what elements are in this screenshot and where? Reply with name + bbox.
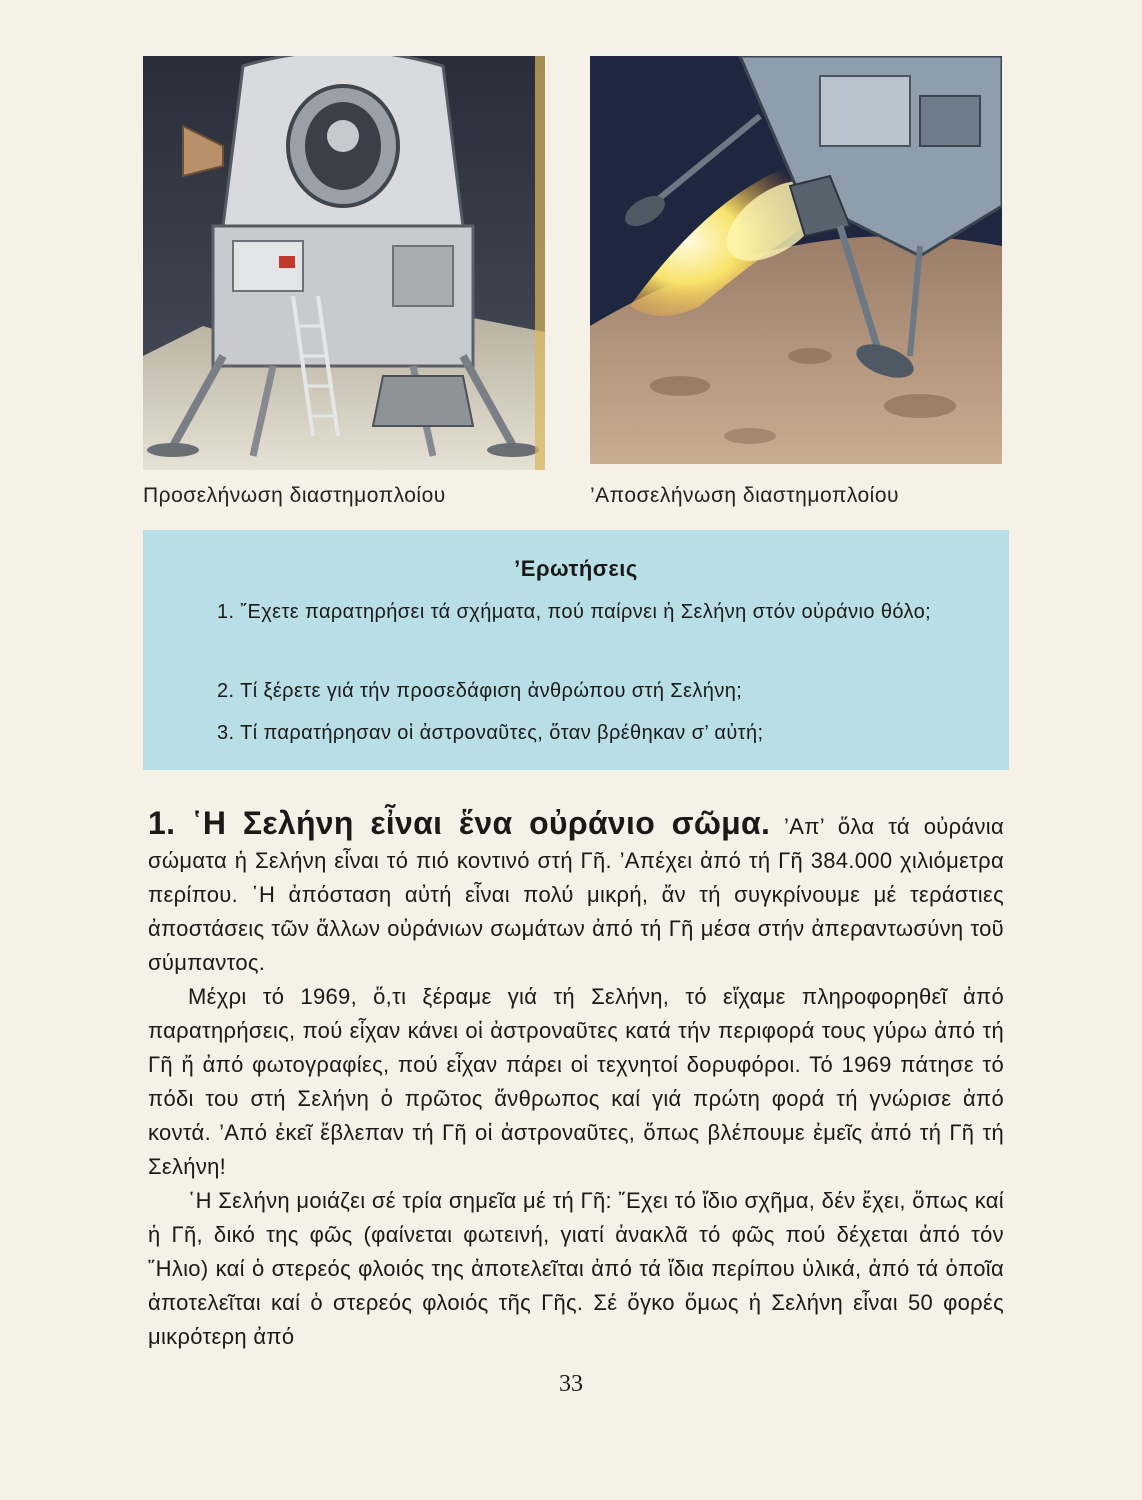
right-illustration-caption: ’Αποσελήνωση διαστημοπλοίου (590, 484, 900, 507)
questions-box (143, 530, 1009, 770)
left-illustration-caption: Προσελήνωση διαστημοπλοίου (143, 484, 446, 507)
lunar-liftoff-illustration (590, 56, 1002, 464)
question-3: 3. Τί παρατήρησαν οἱ ἀστροναῦτες, ὅταν βρέθηκαν σ’ αὐτή; (217, 722, 764, 744)
lead-text: ’Απ’ ὅλα τά οὐράνια σώματα ἡ Σελήνη εἶναι τό πιό κοντινό στή Γῆ. ’Απέχει ἀπό τή Γῆ 384.000 χιλιόμετρα περίπου. ῾Η ἀπόσταση αὐτή εἶναι πολύ μικρή, ἄν τή συγκρίνουμε μέ τεράστιες ἀποστάσεις τῶν ἄλλων οὐράνιων σωμάτων ἀπό τή Γῆ μέσα στήν ἀπεραντωσύνη τοῦ σύμπαντος. (148, 814, 1004, 975)
lead-paragraph (148, 806, 1004, 980)
lunar-liftoff-image (590, 56, 1002, 464)
paragraph-2: Μέχρι τό 1969, ὅ,τι ξέραμε γιά τή Σελήνη, τό εἴχαμε πληροφορηθεῖ ἀπό παρατηρήσεις, πού εἶχαν κάνει οἱ ἀστροναῦτες κατά τήν περιφορά τους γύρω ἀπό τή Γῆ ἤ ἀπό φωτογραφίες, πού εἶχαν πάρει οἱ τεχνητοί δορυφόροι. Τό 1969 πάτησε τό πόδι του στή Σελήνη ὁ πρῶτος ἄνθρωπος καί γιά πρώτη φορά τή γνώρισε ἀπό κοντά. ’Από ἐκεῖ ἔβλεπαν τή Γῆ οἱ ἀστροναῦτες, ὅπως βλέπουμε ἐμεῖς ἀπό τή Γῆ τή Σελήνη! (148, 984, 1004, 1179)
question-2: 2. Τί ξέρετε γιά τήν προσεδάφιση ἀνθρώπου στή Σελήνη; (217, 680, 743, 702)
page-number: 33 (559, 1371, 583, 1397)
lunar-landing-image (143, 56, 545, 470)
paragraph-3: ῾Η Σελήνη μοιάζει σέ τρία σημεῖα μέ τή Γῆ: ῎Εχει τό ἴδιο σχῆμα, δέν ἔχει, ὅπως καί ἡ Γῆ, δικό της φῶς (φαίνεται φωτεινή, γιατί ἀνακλᾶ τό φῶς πού δέχεται ἀπό τόν ῞Ηλιο) καί ὁ στερεός φλοιός της ἀποτελεῖται ἀπό τά ἴδια περίπου ὑλικά, ἀπό τά ὁποῖα ἀποτελεῖται καί ὁ στερεός φλοιός τῆς Γῆς. Σέ ὄγκο ὅμως ἡ Σελήνη εἶναι 50 φορές μικρότερη ἀπό (148, 1188, 1004, 1349)
section-body (148, 806, 1004, 1354)
lunar-landing-illustration (143, 56, 545, 470)
section-heading: 1. ῾Η Σελήνη εἶναι ἕνα οὐράνιο σῶμα. (148, 805, 771, 841)
questions-title: ’Ερωτήσεις (514, 556, 638, 581)
question-1: 1. ῎Εχετε παρατηρήσει τά σχήματα, πού παίρνει ἡ Σελήνη στόν οὐράνιο θόλο; (217, 601, 932, 623)
